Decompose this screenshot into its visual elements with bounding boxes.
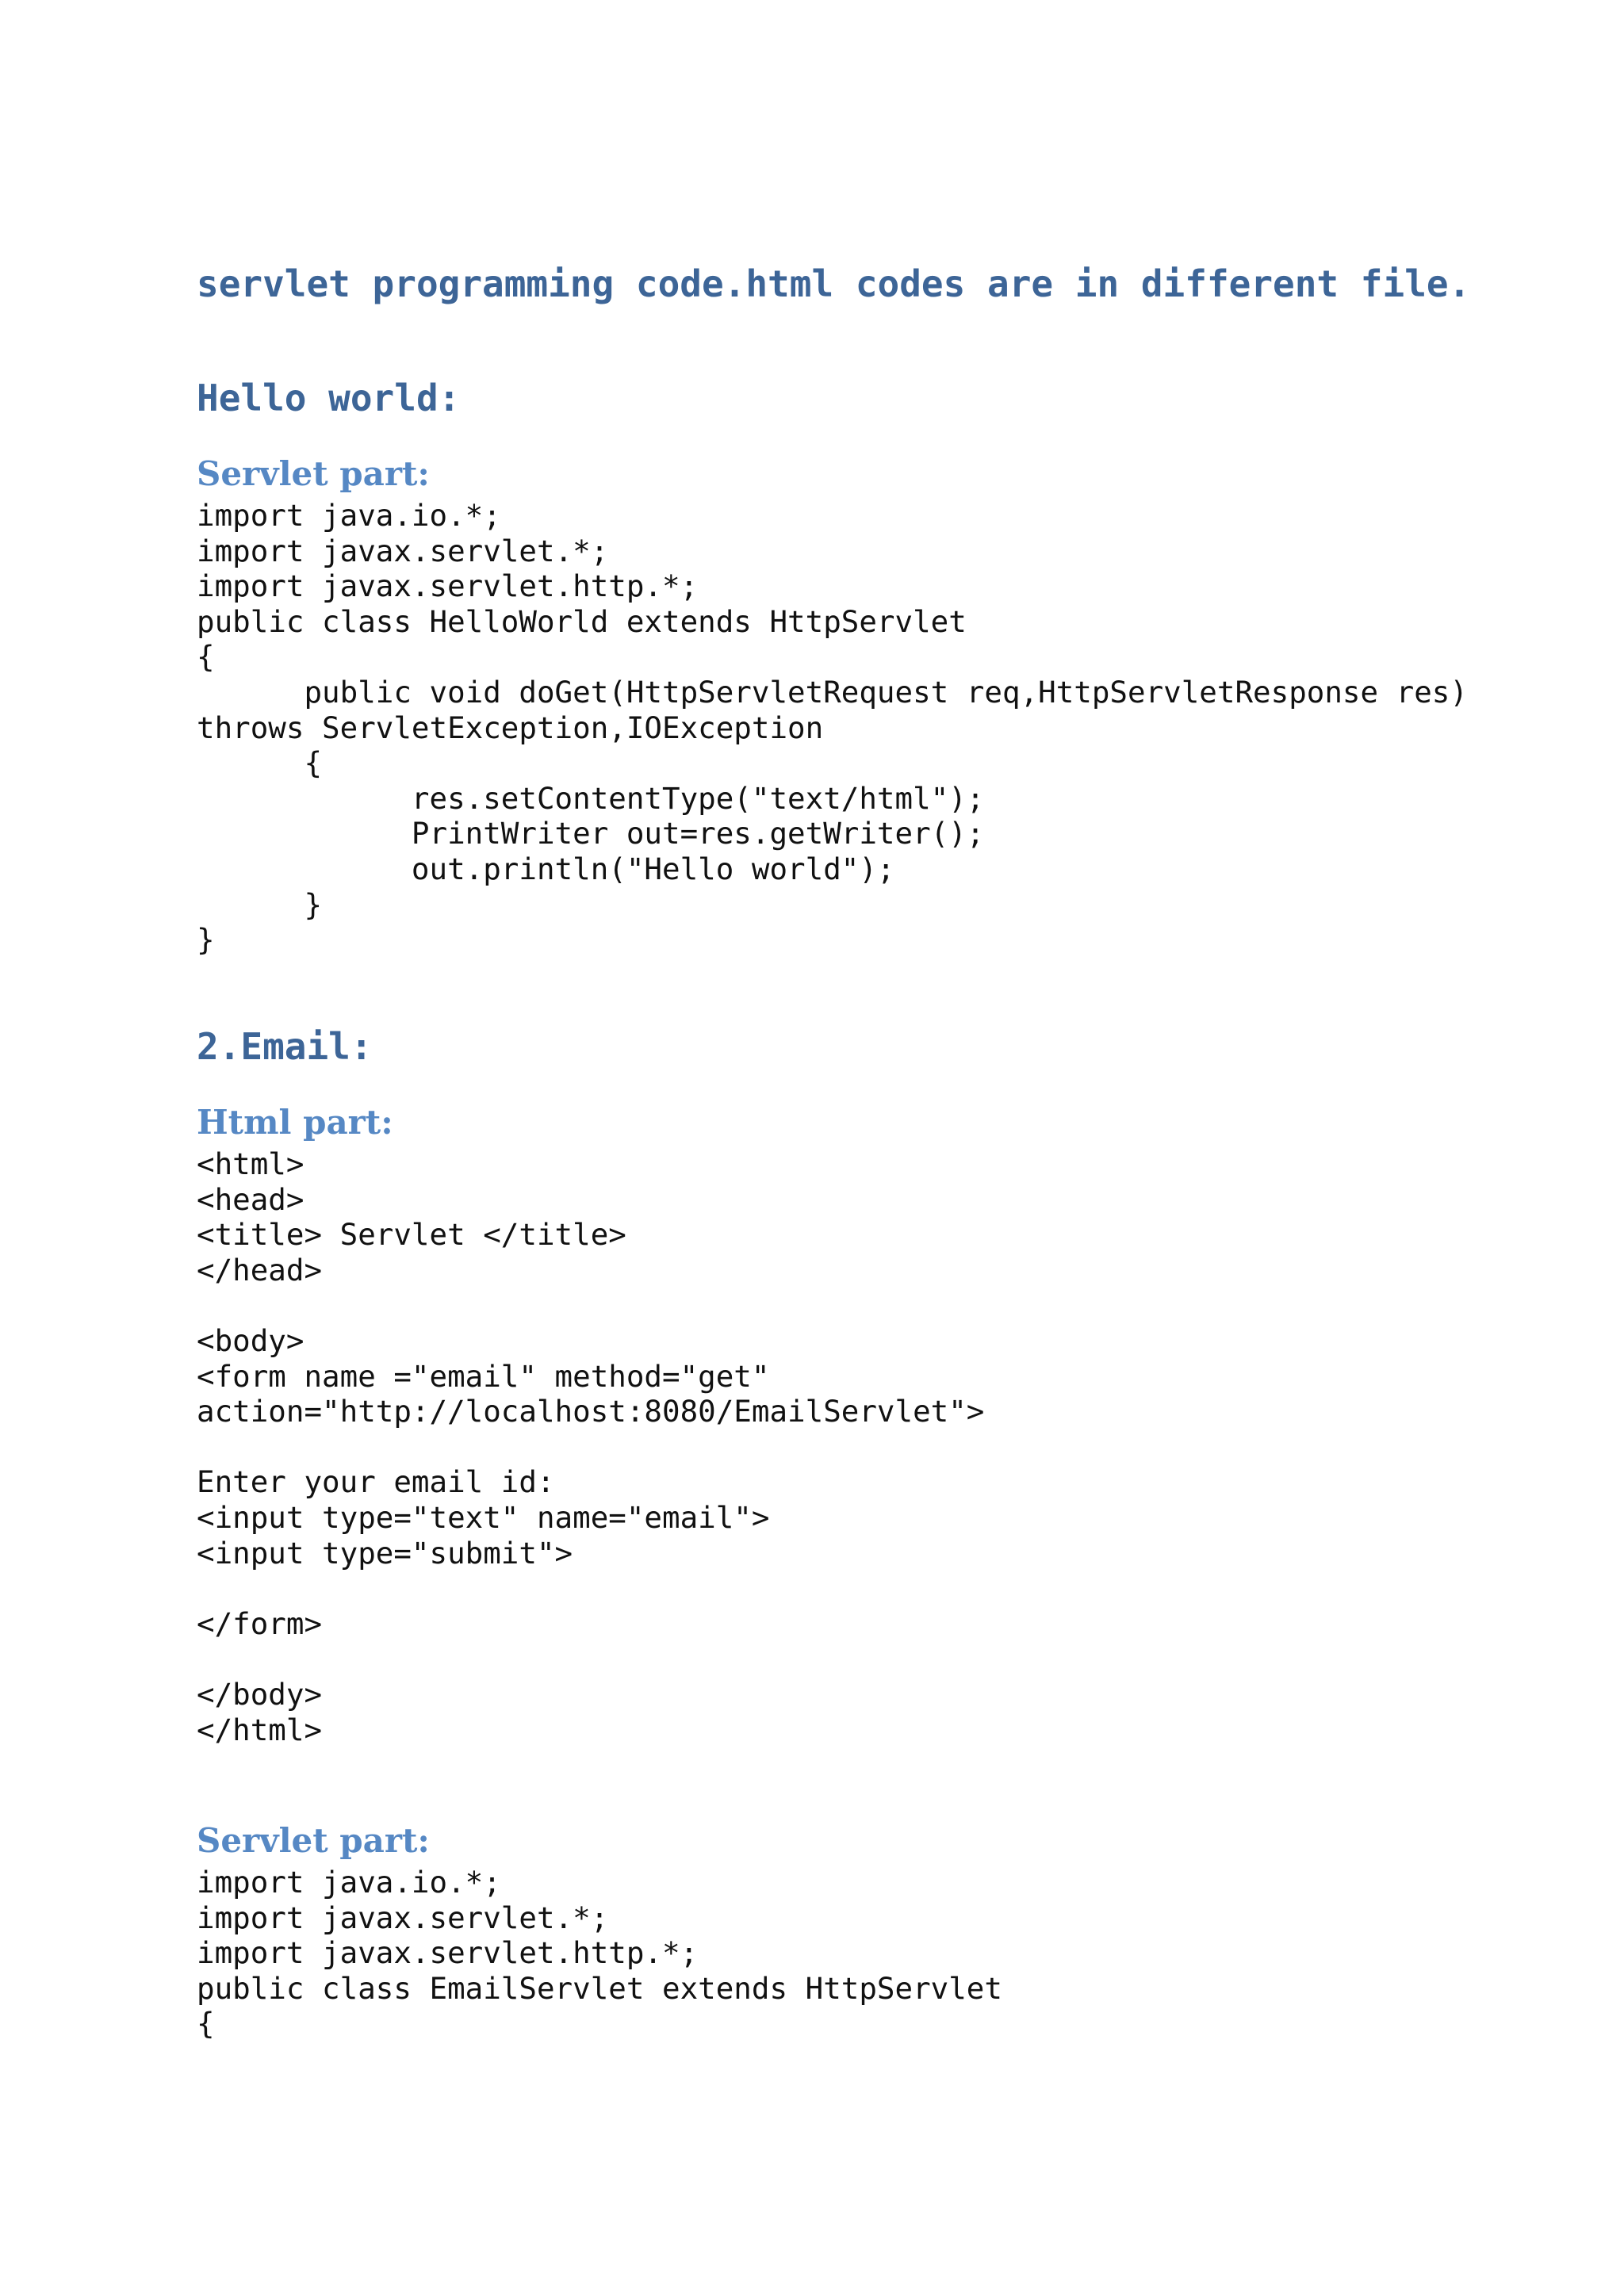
code-line: { (197, 745, 323, 781)
section-heading-email: 2.Email: (197, 1025, 373, 1068)
code-line: { (197, 639, 215, 675)
subheading-html-part: Html part: (197, 1103, 393, 1142)
code-line: public void doGet(HttpServletRequest req,HttpServletResponse res) (197, 674, 1468, 710)
code-line: import java.io.*; (197, 498, 501, 533)
code-line: } (197, 922, 215, 958)
code-line: Enter your email id: (197, 1464, 555, 1500)
code-line: <html> (197, 1146, 304, 1181)
code-line: <title> Servlet </title> (197, 1217, 626, 1253)
section-heading-hello-world: Hello world: (197, 377, 461, 419)
code-block-hello-world-servlet (197, 498, 1468, 958)
code-line: </html> (197, 1712, 323, 1747)
code-line: import java.io.*; (197, 1865, 501, 1900)
code-line (197, 1571, 984, 1606)
code-line: </body> (197, 1676, 323, 1712)
code-line: import javax.servlet.http.*; (197, 1935, 699, 1971)
document-title: servlet programming code.html codes are in different file. (197, 262, 1471, 305)
code-block-email-html (197, 1146, 984, 1747)
code-line: <input type="submit"> (197, 1535, 573, 1571)
code-line (197, 1288, 984, 1323)
code-line: </form> (197, 1605, 323, 1641)
code-line: <body> (197, 1322, 304, 1358)
code-line: { (197, 2006, 215, 2042)
code-line: import javax.servlet.*; (197, 1900, 609, 1935)
code-line: PrintWriter out=res.getWriter(); (197, 816, 985, 851)
code-line: res.setContentType("text/html"); (197, 780, 985, 816)
code-line: action="http://localhost:8080/EmailServlet"> (197, 1394, 985, 1429)
code-line: import javax.servlet.*; (197, 533, 609, 568)
code-line: </head> (197, 1252, 323, 1288)
code-line: <head> (197, 1181, 304, 1217)
code-line: public class EmailServlet extends HttpServlet (197, 1970, 1002, 2006)
subheading-servlet-part: Servlet part: (197, 454, 430, 493)
code-line: <input type="text" name="email"> (197, 1499, 770, 1535)
code-line: <form name ="email" method="get" (197, 1358, 770, 1394)
code-line (197, 1429, 984, 1465)
code-line: import javax.servlet.http.*; (197, 568, 699, 604)
code-line: public class HelloWorld extends HttpServlet (197, 603, 967, 639)
code-line: } (197, 886, 323, 922)
code-line (197, 1641, 984, 1677)
code-block-email-servlet (197, 1865, 1002, 2042)
code-line: out.println("Hello world"); (197, 851, 895, 886)
code-line: throws ServletException,IOException (197, 710, 824, 745)
subheading-servlet-part-email: Servlet part: (197, 1821, 430, 1860)
